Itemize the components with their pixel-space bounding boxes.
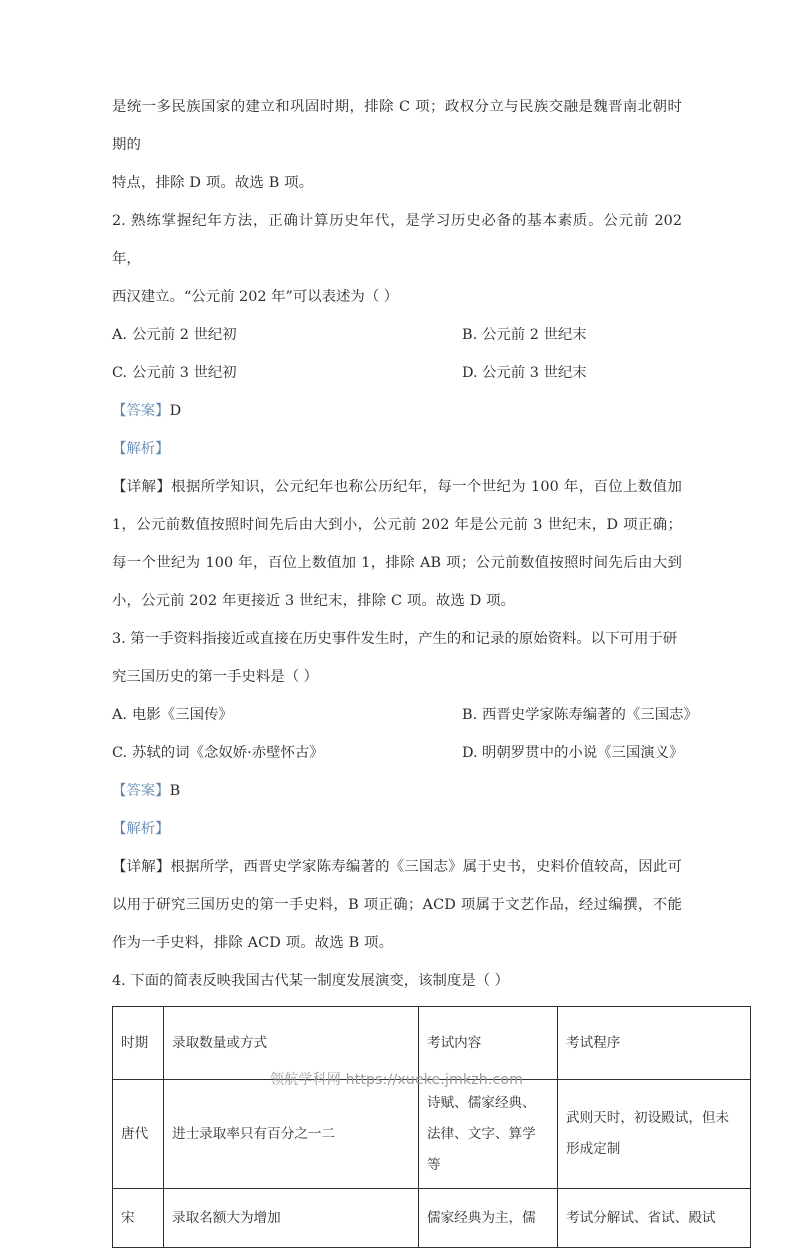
- question-3-option-b[interactable]: [462, 696, 698, 734]
- table-header-quota: 录取数量或方式: [164, 1007, 419, 1080]
- analysis-marker: 【解析】: [112, 821, 170, 837]
- detail-text: 根据所学知识，公元纪年也称公历纪年，每一个世纪为 100 年，百位上数值加 1，公元前数值按照时间先后由大到小，公元前 202 年是公元前 3 世纪末，D 项正确；每一个世纪为 100 年，百位上数值加 1，排除 AB 项；公元前数值按照时间先后由大到小，公元前 202 年更接近 3 世纪末，排除 C 项。故选 D 项。: [112, 479, 682, 609]
- exam-system-table: [112, 1006, 751, 1248]
- question-2-option-b[interactable]: [462, 316, 587, 354]
- question-3-analysis-marker: [112, 810, 682, 848]
- question-3-answer: [112, 772, 682, 810]
- table-cell-content: 诗赋、儒家经典、法律、文字、算学等: [419, 1080, 558, 1189]
- option-row: [112, 316, 682, 354]
- option-row: [112, 696, 698, 734]
- question-3-detail: [112, 848, 682, 962]
- option-text: 苏轼的词《念奴娇·赤壁怀古》: [132, 745, 324, 761]
- table-row: [113, 1080, 751, 1189]
- question-3-option-c[interactable]: [112, 734, 462, 772]
- table-cell-period: 宋: [113, 1189, 164, 1248]
- question-3-option-d[interactable]: [462, 734, 683, 772]
- option-text: 电影《三国传》: [132, 707, 233, 723]
- table-cell-quota: 录取名额大为增加: [164, 1189, 419, 1248]
- question-3-option-a[interactable]: [112, 696, 462, 734]
- table-cell-procedure: 武则天时，初设殿试，但未形成定制: [558, 1080, 751, 1189]
- question-3-stem-line-1: 3. 第一手资料指接近或直接在历史事件发生时，产生的和记录的原始资料。以下可用于研: [112, 631, 678, 647]
- option-letter: D.: [462, 745, 478, 761]
- continued-explanation-line-1: 是统一多民族国家的建立和巩固时期，排除 C 项；政权分立与民族交融是魏晋南北朝时期的: [112, 99, 682, 153]
- option-text: 公元前 2 世纪末: [482, 327, 587, 343]
- table-header-period: 时期: [113, 1007, 164, 1080]
- option-row: [112, 734, 682, 772]
- option-text: 明朝罗贯中的小说《三国演义》: [482, 745, 684, 761]
- table-cell-procedure: 考试分解试、省试、殿试: [558, 1189, 751, 1248]
- question-2-options: [112, 316, 682, 392]
- option-letter: C.: [112, 365, 128, 381]
- question-2-answer: [112, 392, 682, 430]
- option-letter: A.: [112, 327, 127, 343]
- question-4-table-wrapper: [112, 1006, 730, 1248]
- question-3-stem-line-2: 究三国历史的第一手史料是（ ）: [112, 669, 319, 685]
- question-2-option-c[interactable]: [112, 354, 462, 392]
- answer-value: B: [169, 783, 181, 799]
- table-row: [113, 1189, 751, 1248]
- detail-marker: 【详解】: [112, 479, 172, 495]
- option-letter: D.: [462, 365, 478, 381]
- table-cell-content: 儒家经典为主，儒: [419, 1189, 558, 1248]
- answer-marker: 【答案】: [112, 403, 170, 419]
- question-2-analysis-marker: [112, 430, 682, 468]
- option-letter: B.: [462, 707, 478, 723]
- option-row: [112, 354, 682, 392]
- option-letter: C.: [112, 745, 128, 761]
- option-text: 公元前 3 世纪末: [482, 365, 587, 381]
- option-text: 公元前 2 世纪初: [132, 327, 237, 343]
- question-2-detail: [112, 468, 682, 620]
- table-header-content: 考试内容: [419, 1007, 558, 1080]
- option-letter: B.: [462, 327, 478, 343]
- question-2-stem-line-2: 西汉建立。“公元前 202 年”可以表述为（ ）: [112, 289, 399, 305]
- question-3-options: [112, 696, 698, 772]
- detail-text: 根据所学，西晋史学家陈寿编著的《三国志》属于史书，史料价值较高，因此可以用于研究三国历史的第一手史料，B 项正确；ACD 项属于文艺作品，经过编撰，不能作为一手史料，排除 ACD 项。故选 B 项。: [112, 859, 682, 951]
- answer-marker: 【答案】: [112, 783, 170, 799]
- question-2-option-d[interactable]: [462, 354, 587, 392]
- question-2-option-a[interactable]: [112, 316, 462, 354]
- question-4-stem-line-1: 4. 下面的简表反映我国古代某一制度发展演变，该制度是（ ）: [112, 973, 510, 989]
- table-header-procedure: 考试程序: [558, 1007, 751, 1080]
- option-text: 公元前 3 世纪初: [132, 365, 237, 381]
- detail-marker: 【详解】: [112, 859, 171, 875]
- table-cell-quota: 进士录取率只有百分之一二: [164, 1080, 419, 1189]
- option-text: 西晋史学家陈寿编著的《三国志》: [482, 707, 698, 723]
- question-2-stem-line-1: 2. 熟练掌握纪年方法，正确计算历史年代，是学习历史必备的基本素质。公元前 202 年，: [112, 213, 682, 267]
- table-cell-period: 唐代: [113, 1080, 164, 1189]
- footer-watermark: 领航学科网 https://xueke.jmkzh.com: [269, 1072, 524, 1088]
- option-letter: A.: [112, 707, 127, 723]
- answer-value: D: [169, 403, 182, 419]
- analysis-marker: 【解析】: [112, 441, 170, 457]
- continued-explanation-line-2: 特点，排除 D 项。故选 B 项。: [112, 175, 314, 191]
